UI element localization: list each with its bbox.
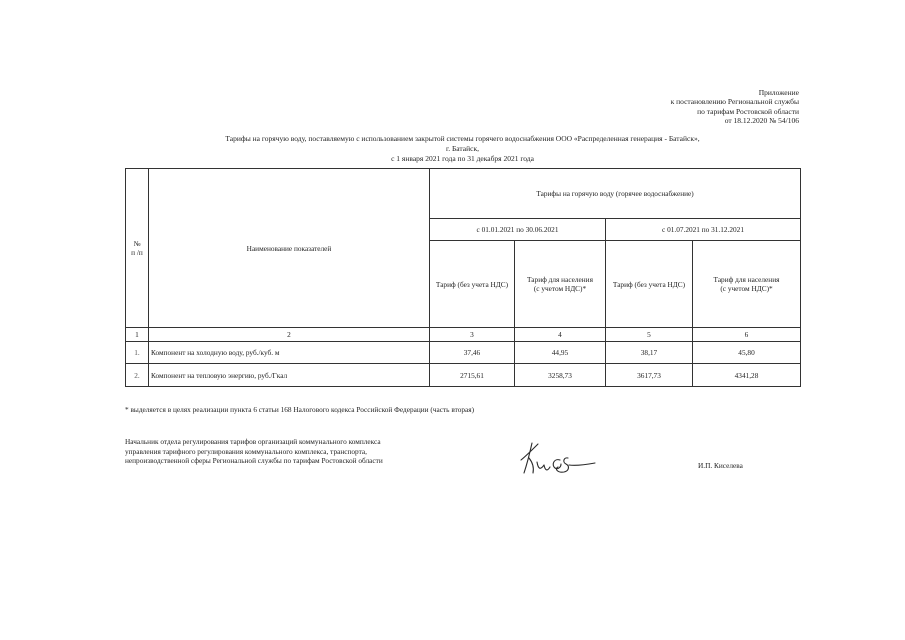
appendix-line-3: по тарифам Ростовской области — [697, 106, 799, 116]
signer-line-2: управления тарифного регулирования коммунального комплекса, транспорта, — [125, 446, 367, 456]
header-name: Наименование показателей — [149, 169, 430, 328]
table-row — [126, 342, 801, 364]
appendix-line-1: Приложение — [758, 88, 799, 97]
row-name: Компонент на холодную воду, руб./куб. м — [149, 342, 430, 364]
header-p2-no-vat: Тариф (без учета НДС) — [606, 241, 693, 328]
header-group: Тарифы на горячую воду (горячее водоснабжение) — [430, 169, 801, 219]
footnote: * выделяется в целях реализации пункта 6 статьи 168 Налогового кодекса Российской Федерации (часть вторая) — [125, 405, 475, 414]
header-period-2: с 01.07.2021 по 31.12.2021 — [606, 219, 801, 241]
header-period-1: с 01.01.2021 по 30.06.2021 — [430, 219, 606, 241]
signer-line-3: непроизводственной сферы Региональной службы по тарифам Ростовской области — [125, 456, 383, 466]
column-number-row — [126, 328, 801, 342]
column-number: 4 — [515, 328, 606, 342]
row-p1-population: 3258,73 — [515, 364, 606, 387]
signer-position — [125, 437, 383, 466]
title-line-2: г. Батайск, — [446, 144, 479, 153]
header-p1-no-vat: Тариф (без учета НДС) — [430, 241, 515, 328]
table-row — [126, 364, 801, 387]
row-p2-population: 4341,28 — [693, 364, 801, 387]
title-line-1: Тарифы на горячую воду, поставляемую с использованием закрытой системы горячего водоснабжения ООО «Распределенная генерация - Батайск», — [225, 134, 700, 143]
row-p1-no-vat: 2715,61 — [430, 364, 515, 387]
header-p1-population: Тариф для населения (с учетом НДС)* — [515, 241, 606, 328]
row-p2-no-vat: 3617,73 — [606, 364, 693, 387]
row-p2-no-vat: 38,17 — [606, 342, 693, 364]
column-number: 3 — [430, 328, 515, 342]
signer-line-1: Начальник отдела регулирования тарифов организаций коммунального комплекса — [125, 437, 381, 446]
tariff-table — [125, 168, 801, 387]
column-number: 6 — [693, 328, 801, 342]
title-line-3: с 1 января 2021 года по 31 декабря 2021 года — [391, 154, 534, 163]
row-number: 1. — [126, 342, 149, 364]
signer-name: И.П. Киселева — [698, 461, 743, 470]
appendix-header — [671, 88, 799, 126]
appendix-line-2: к постановлению Региональной службы — [670, 97, 799, 107]
row-name: Компонент на тепловую энергию, руб./Гкал — [149, 364, 430, 387]
column-number: 5 — [606, 328, 693, 342]
document-title — [125, 134, 800, 164]
row-number: 2. — [126, 364, 149, 387]
column-number: 2 — [149, 328, 430, 342]
row-p1-no-vat: 37,46 — [430, 342, 515, 364]
handwritten-signature — [518, 438, 602, 478]
row-p1-population: 44,95 — [515, 342, 606, 364]
row-p2-population: 45,80 — [693, 342, 801, 364]
header-p2-population: Тариф для населения (с учетом НДС)* — [693, 241, 801, 328]
column-number: 1 — [126, 328, 149, 342]
header-number: № п /п — [126, 169, 149, 328]
appendix-line-4: от 18.12.2020 № 54/106 — [724, 116, 799, 126]
